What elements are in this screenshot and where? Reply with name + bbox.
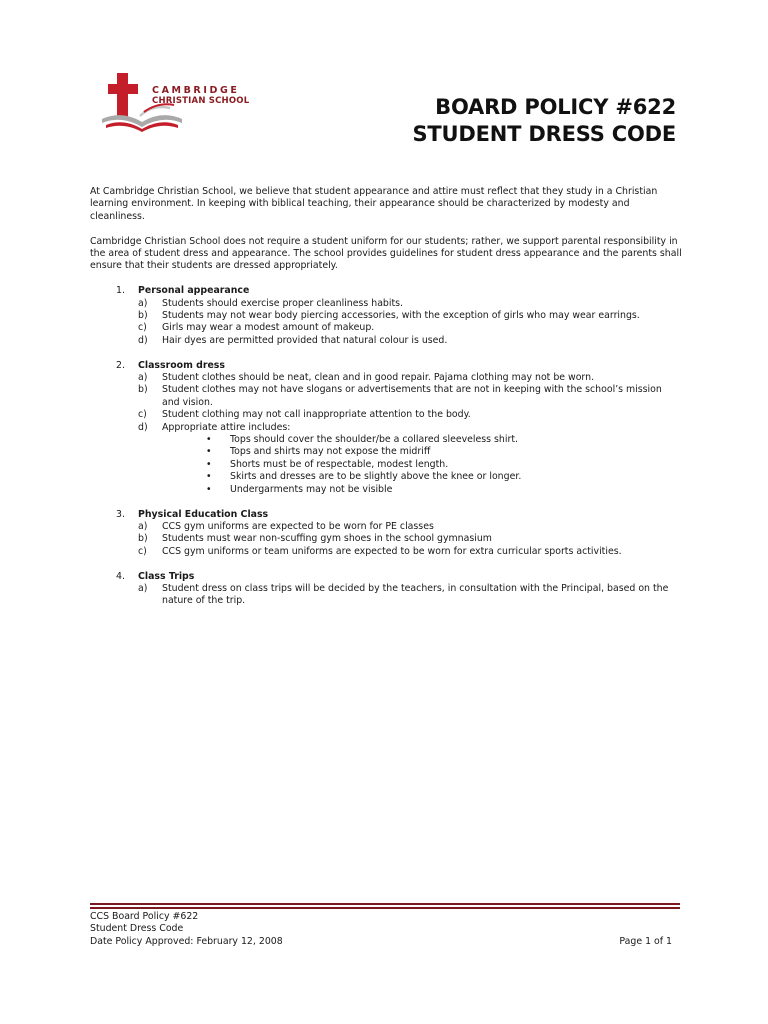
item-letter: a) — [138, 372, 148, 384]
list-item — [90, 546, 682, 558]
item-letter: d) — [138, 334, 148, 346]
item-text: Student clothes should be neat, clean and in good repair. Pajama clothing may not be worn. — [162, 372, 595, 384]
policy-title — [413, 94, 677, 148]
bullet-dot-icon: • — [206, 483, 212, 495]
intro-paragraph-1: At Cambridge Christian School, we believe that student appearance and attire must reflect that they study in a Christian learning environment. In keeping with biblical teaching, their appearance should be characterized by modesty and cleanliness. — [90, 186, 658, 222]
school-name — [152, 86, 249, 106]
item-text: Student dress on class trips will be decided by the teachers, in consultation with the Principal, based on the nature of the trip. — [162, 582, 669, 607]
section-number: 2. — [116, 359, 125, 371]
list-item — [90, 409, 682, 421]
item-text: Student clothing may not call inappropriate attention to the body. — [162, 409, 471, 421]
section-title: Personal appearance — [138, 285, 250, 297]
item-letter: c) — [138, 409, 147, 421]
bullet-dot-icon: • — [206, 471, 212, 483]
item-letter: a) — [138, 297, 148, 309]
list-item — [90, 422, 682, 434]
bullet-item — [90, 459, 682, 471]
list-item — [90, 298, 682, 310]
item-letter: b) — [138, 310, 148, 322]
bullet-text: Skirts and dresses are to be slightly above the knee or longer. — [230, 471, 522, 483]
section-number: 4. — [116, 570, 125, 582]
bullet-dot-icon: • — [206, 434, 212, 446]
policy-title-line2: STUDENT DRESS CODE — [412, 122, 676, 146]
item-letter: c) — [138, 322, 147, 334]
section-title: Physical Education Class — [138, 508, 269, 520]
list-item — [90, 384, 682, 409]
item-letter: d) — [138, 421, 148, 433]
list-item — [90, 372, 682, 384]
section-title: Classroom dress — [138, 359, 225, 371]
item-text: Students must wear non-scuffing gym shoes in the school gymnasium — [162, 533, 492, 545]
list-item — [90, 335, 682, 347]
item-text: CCS gym uniforms are expected to be worn for PE classes — [162, 520, 434, 532]
item-text: CCS gym uniforms or team uniforms are expected to be worn for extra curricular sports activities. — [162, 545, 622, 557]
section-heading — [90, 360, 682, 372]
item-letter: b) — [138, 533, 148, 545]
bullet-dot-icon: • — [206, 458, 212, 470]
section-physical-education — [90, 509, 682, 559]
bullet-text: Tops and shirts may not expose the midriff — [230, 446, 431, 458]
bullet-item — [90, 446, 682, 458]
footer-divider — [90, 907, 680, 909]
item-letter: b) — [138, 384, 148, 396]
item-letter: a) — [138, 520, 148, 532]
list-item — [90, 521, 682, 533]
list-item — [90, 310, 682, 322]
policy-body — [90, 186, 682, 620]
item-letter: a) — [138, 582, 148, 594]
policy-title-line1: BOARD POLICY #622 — [435, 95, 676, 119]
footer-divider — [90, 903, 680, 905]
footer-page-number: Page 1 of 1 — [619, 935, 672, 947]
section-heading — [90, 571, 682, 583]
item-text: Hair dyes are permitted provided that natural colour is used. — [162, 334, 448, 346]
list-item — [90, 533, 682, 545]
footer-approval-date: Date Policy Approved: February 12, 2008 — [90, 935, 283, 947]
footer-policy-name: Student Dress Code — [90, 923, 184, 935]
section-heading — [90, 285, 682, 297]
item-text: Student clothes may not have slogans or advertisements that are not in keeping with the school’s mission and vision. — [162, 384, 662, 408]
item-letter: c) — [138, 545, 147, 557]
section-number: 1. — [116, 285, 125, 297]
item-text: Appropriate attire includes: — [162, 421, 291, 433]
section-personal-appearance — [90, 285, 682, 347]
bullet-item — [90, 471, 682, 483]
bullet-item — [90, 434, 682, 446]
footer-policy-number: CCS Board Policy #622 — [90, 911, 199, 922]
bullet-text: Undergarments may not be visible — [230, 483, 393, 495]
school-name-line2: CHRISTIAN SCHOOL — [152, 96, 250, 106]
list-item — [90, 583, 682, 608]
bullet-item — [90, 484, 682, 496]
intro-paragraph-2: Cambridge Christian School does not require a student uniform for our students; rather, we support parental responsibility in the area of student dress and appearance. The school provides guidelines for student dress appearance and the parents shall ensure that their students are dressed appropriately. — [90, 235, 682, 272]
bullet-text: Tops should cover the shoulder/be a collared sleeveless shirt. — [230, 434, 518, 446]
bullet-dot-icon: • — [206, 446, 212, 458]
section-title: Class Trips — [138, 570, 195, 582]
section-heading — [90, 509, 682, 521]
item-text: Girls may wear a modest amount of makeup. — [162, 322, 375, 334]
section-class-trips — [90, 571, 682, 608]
page-footer — [90, 911, 672, 948]
school-name-line1: CAMBRIDGE — [152, 85, 240, 96]
item-text: Students should exercise proper cleanliness habits. — [162, 297, 404, 309]
section-number: 3. — [116, 508, 125, 520]
section-classroom-dress — [90, 360, 682, 496]
bullet-text: Shorts must be of respectable, modest length. — [230, 458, 449, 470]
list-item — [90, 322, 682, 334]
item-text: Students may not wear body piercing accessories, with the exception of girls who may wear earrings. — [162, 310, 640, 322]
